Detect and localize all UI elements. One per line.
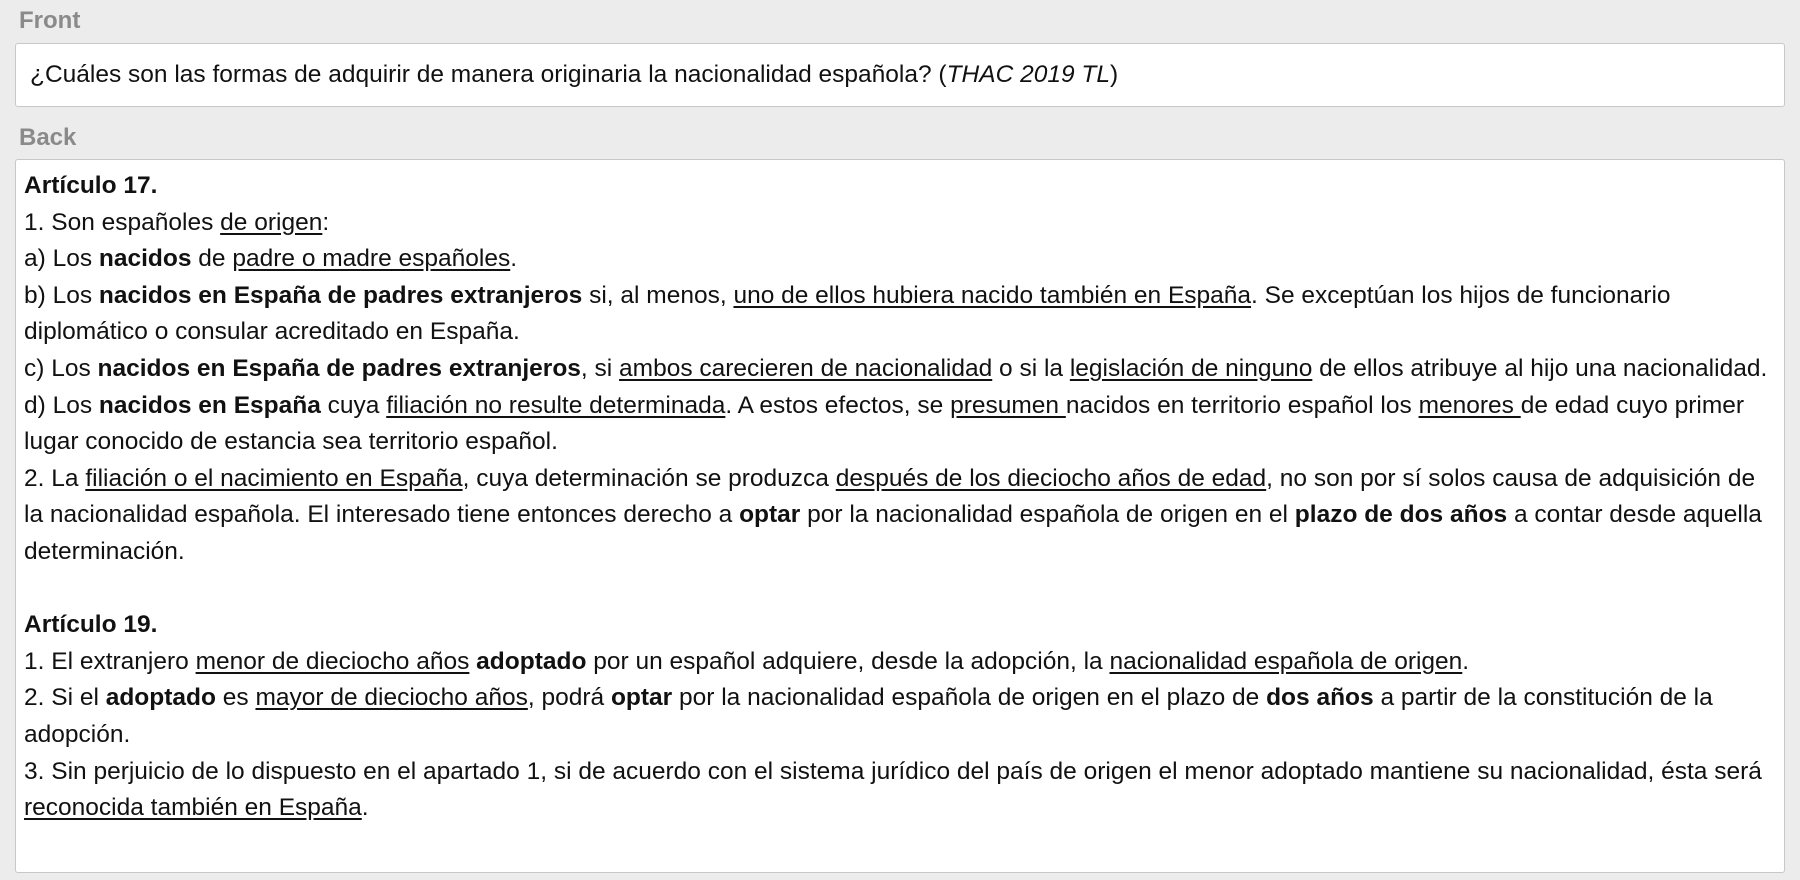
article-19-paragraph-3: 3. Sin perjuicio de lo dispuesto en el apartado 1, si de acuerdo con el sistema jurídico del país de origen el menor adoptado mantiene su nacionalidad, ésta será reconocida también en España. (24, 757, 1762, 822)
article-17-title: Artículo 17. (24, 172, 158, 199)
article-19-title: Artículo 19. (24, 611, 158, 639)
article-17-item-d: d) Los nacidos en España cuya filiación no resulte determinada. A estos efectos, se presumen nacidos en territorio español los menores de edad cuyo primer lugar conocido de estancia sea territorio español. (24, 391, 1745, 456)
article-17-item-c: c) Los nacidos en España de padres extranjeros, si ambos carecieren de nacionalidad o si la legislación de ninguno de ellos atribuye al hijo una nacionalidad. (24, 354, 1768, 382)
front-field-label: Front (19, 7, 81, 34)
article-17-paragraph-2: 2. La filiación o el nacimiento en España, cuya determinación se produzca después de los dieciocho años de edad, no son por sí solos causa de adquisición de la nacionalidad española. El interesado tiene entonces derecho a optar por la nacionalidad española de origen en el plazo de dos años a contar desde aquella determinación. (24, 464, 1762, 565)
article-17-paragraph-1: 1. Son españoles de origen: (24, 208, 330, 236)
back-field-input[interactable] (15, 159, 1785, 873)
blank-line (24, 571, 1776, 608)
article-17-item-b: b) Los nacidos en España de padres extranjeros si, al menos, uno de ellos hubiera nacido también en España. Se exceptúan los hijos de funcionario diplomático o consular acreditado en España. (24, 281, 1671, 346)
article-19-paragraph-1: 1. El extranjero menor de dieciocho años adoptado por un español adquiere, desde la adopción, la nacionalidad española de origen. (24, 647, 1470, 675)
back-field-label: Back (19, 124, 77, 151)
article-19-paragraph-2: 2. Si el adoptado es mayor de dieciocho años, podrá optar por la nacionalidad española de origen en el plazo de dos años a partir de la constitución de la adopción. (24, 684, 1713, 748)
front-question-text: ¿Cuáles son las formas de adquirir de manera originaria la nacionalidad española? ( (30, 61, 947, 88)
article-17-item-a: a) Los nacidos de padre o madre españoles. (24, 245, 518, 273)
note-editor (0, 6, 1800, 880)
front-question-close: ) (1109, 61, 1119, 88)
front-field-input[interactable] (15, 43, 1785, 107)
front-question-source: THAC 2019 TL (946, 61, 1110, 88)
